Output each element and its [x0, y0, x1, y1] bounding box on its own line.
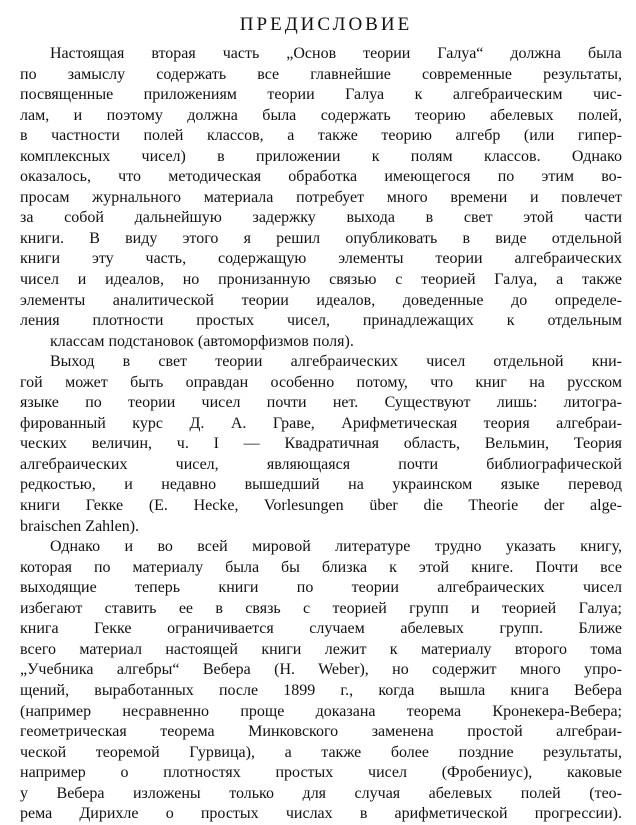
text-line: рема Дирихле о простых числах в арифметической прогрессии). [20, 805, 622, 823]
text-line: лам, и поэтому должна была содержать теорию абелевых полей, [20, 106, 622, 124]
text-line: гой может быть оправдан особенно потому, что книг на русском [20, 373, 622, 391]
text-line: книга Гекке ограничивается случаем абелевых групп. Ближе [20, 620, 622, 638]
text-line: избегают ставить ее в связь с теорией групп и теорией Галуа; [20, 599, 622, 617]
text-line: комплексных чисел) в приложении к полям классов. Однако [20, 147, 622, 165]
paragraph [20, 537, 622, 825]
text-line: „Учебника алгебры“ Вебера (H. Weber), но содержит много упро- [20, 661, 622, 679]
text-line: ческих величин, ч. I — Квадратичная область, Вельмин, Теория [20, 435, 622, 453]
text-line: фированный курс Д. А. Граве, Арифметическая теория алгебраи- [20, 414, 622, 432]
text-line: книги Гекке (E. Hecke, Vorlesungen über die Theorie der alge- [20, 497, 622, 515]
text-line: у Вебера изложены только для случая абелевых полей (тео- [20, 784, 622, 802]
text-line: по замыслу содержать все главнейшие современные результаты, [20, 65, 622, 83]
text-line: элементы аналитической теории идеалов, доведенные до определе- [20, 291, 622, 309]
paragraph [20, 352, 622, 537]
text-line: всего материал настоящей книги лежит к материалу второго тома [20, 640, 622, 658]
text-line: Выход в свет теории алгебраических чисел отдельной кни- [50, 353, 622, 371]
text-line: Настоящая вторая часть „Основ теории Галуа“ должна была [50, 45, 622, 62]
text-line: просам журнального материала потребует много времени и повлечет [20, 188, 622, 206]
text-line: геометрическая теорема Минковского заменена простой алгебраи- [20, 723, 622, 741]
paragraph [20, 44, 622, 352]
text-line: (например несравненно проще доказана теорема Кронекера-Вебера; [20, 702, 622, 720]
text-line: чисел и идеалов, но пронизанную связью с теорией Галуа, а также [20, 271, 622, 289]
text-line: щений, выработанных после 1899 г., когда вышла книга Вебера [20, 681, 622, 699]
text-line: оказалось, что методическая обработка имеющегося по этим во- [20, 168, 622, 186]
text-line: книги. В виду этого я решил опубликовать в виде отдельной [20, 229, 622, 247]
text-line: посвященные приложениям теории Галуа к алгебраическим чис- [20, 86, 622, 104]
text-line: алгебраических чисел, являющаяся почти библиографической [20, 455, 622, 473]
text-line: например о плотностях простых чисел (Фробениус), каковые [20, 764, 622, 782]
text-line: за собой дальнейшую задержку выхода в свет этой части [20, 209, 622, 227]
text-line: языке по теории чисел почти нет. Существуют лишь: литогра- [20, 394, 622, 412]
text-line: книги эту часть, содержащую элементы теории алгебраических [20, 250, 622, 268]
text-line: редкостью, и недавно вышедший на украинском языке перевод [20, 476, 622, 494]
text-line: ления плотности простых чисел, принадлежащих к отдельным [20, 312, 622, 330]
text-line: которая по материалу была бы близка к этой книге. Почти все [20, 558, 622, 576]
page-title: ПРЕДИСЛОВИЕ [239, 14, 413, 35]
text-line: ческой теоремой Гурвица), а также более поздние результаты, [20, 743, 622, 761]
text-line: braischen Zahlen). [20, 517, 140, 535]
text-line: классам подстановок (автоморфизмов поля). [50, 332, 354, 350]
text-line: в частности полей классов, а также теорию алгебр (или гипер- [20, 127, 622, 145]
text-line: выходящие теперь книги по теории алгебраических чисел [20, 579, 622, 597]
text-line: Однако и во всей мировой литературе трудно указать книгу, [50, 538, 622, 556]
